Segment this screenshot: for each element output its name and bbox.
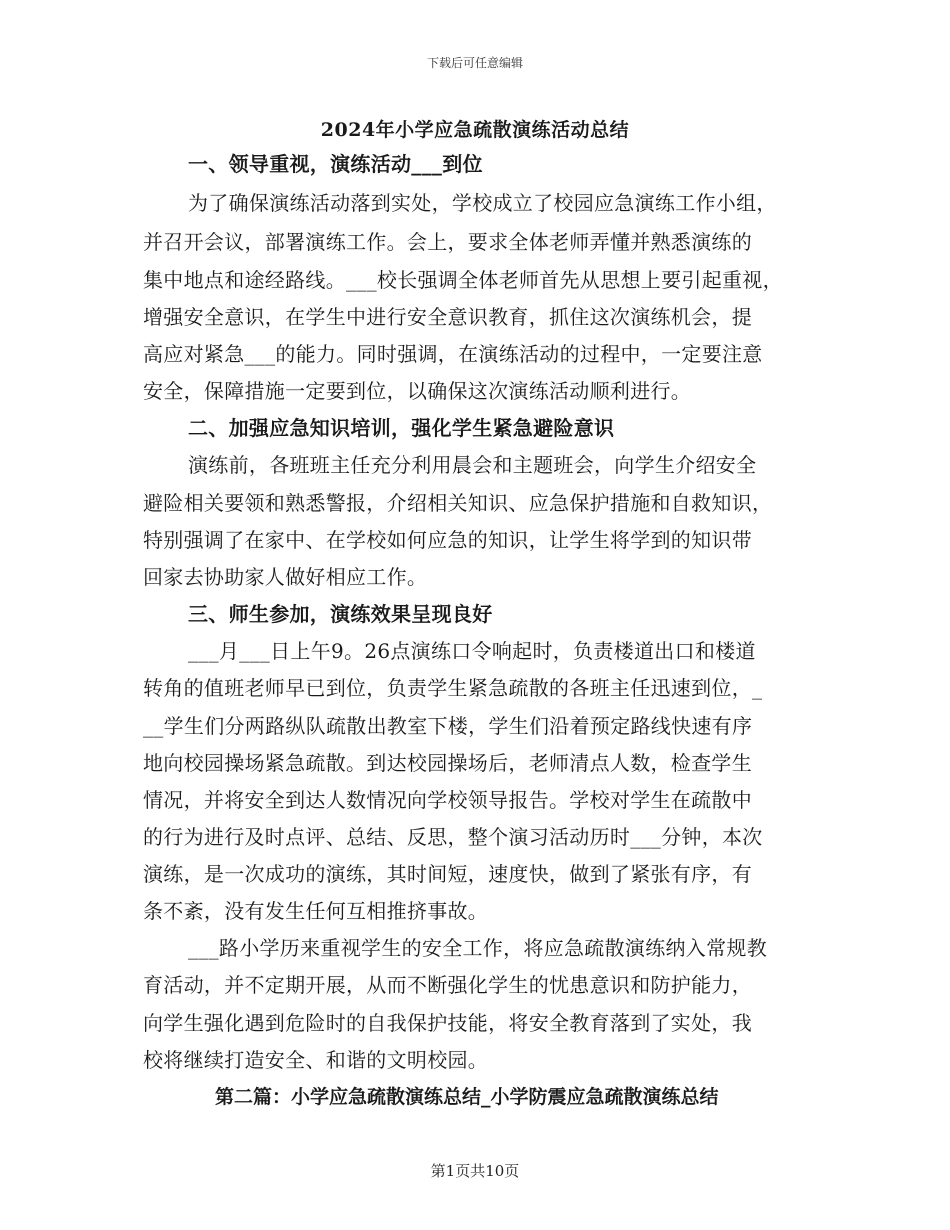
paragraph-line: __学生们分两路纵队疏散出教室下楼，学生们沿着预定路线快速有序 — [143, 714, 753, 738]
paragraph-line: 地向校园操场紧急疏散。到达校园操场后，老师清点人数，检查学生 — [143, 751, 752, 775]
paragraph-line: 向学生强化遇到危险时的自我保护技能，将安全教育落到了实处，我 — [143, 1011, 752, 1035]
paragraph-line: ___月___日上午9。26点演练口令响起时，负责楼道出口和楼道 — [188, 639, 756, 663]
paragraph-line: 集中地点和途经路线。___校长强调全体老师首先从思想上要引起重视， — [143, 268, 783, 292]
document-title: 2024年小学应急疏散演练活动总结 — [320, 119, 630, 141]
paragraph-line: 增强安全意识，在学生中进行安全意识教育，抓住这次演练机会，提 — [143, 305, 752, 329]
paragraph-line: 避险相关要领和熟悉警报，介绍相关知识、应急保护措施和自救知识， — [143, 491, 773, 515]
section-heading: 一、领导重视，演练活动___到位 — [188, 152, 483, 176]
paragraph-line: 育活动，并不定期开展，从而不断强化学生的忧患意识和防护能力， — [143, 973, 752, 997]
paragraph-line: ___路小学历来重视学生的安全工作，将应急疏散演练纳入常规教 — [188, 936, 767, 960]
paragraph-line: 转角的值班老师早已到位，负责学生紧急疏散的各班主任迅速到位，_ — [143, 676, 763, 700]
paragraph-line: 的行为进行及时点评、总结、反思，整个演习活动历时___分钟，本次 — [143, 825, 763, 849]
paragraph-line: 条不紊，没有发生任何互相推挤事故。 — [143, 899, 489, 923]
paragraph-line: 演练前，各班班主任充分利用晨会和主题班会，向学生介绍安全 — [188, 453, 757, 477]
paragraph-line: 高应对紧急___的能力。同时强调，在演练活动的过程中，一定要注意 — [143, 342, 763, 366]
paragraph-line: 并召开会议，部署演练工作。会上，要求全体老师弄懂并熟悉演练的 — [143, 230, 752, 254]
paragraph-line: 情况，并将安全到达人数情况向学校领导报告。学校对学生在疏散中 — [143, 788, 752, 812]
page-footer: 第1页共10页 — [430, 1162, 520, 1180]
header-note: 下载后可任意编辑 — [426, 56, 523, 70]
paragraph-line: 校将继续打造安全、和谐的文明校园。 — [143, 1048, 489, 1072]
paragraph-line: 为了确保演练活动落到实处，学校成立了校园应急演练工作小组， — [188, 191, 777, 215]
paragraph-line: 安全，保障措施一定要到位，以确保这次演练活动顺利进行。 — [143, 379, 692, 403]
section-heading: 三、师生参加，演练效果呈现良好 — [188, 602, 493, 626]
paragraph-line: 演练，是一次成功的演练，其时间短，速度快，做到了紧张有序，有 — [143, 862, 752, 886]
section-heading: 二、加强应急知识培训，强化学生紧急避险意识 — [188, 416, 615, 440]
part-two-title: 第二篇：小学应急疏散演练总结_小学防震应急疏散演练总结 — [215, 1086, 719, 1108]
paragraph-line: 回家去协助家人做好相应工作。 — [143, 565, 428, 589]
paragraph-line: 特别强调了在家中、在学校如何应急的知识，让学生将学到的知识带 — [143, 528, 752, 552]
